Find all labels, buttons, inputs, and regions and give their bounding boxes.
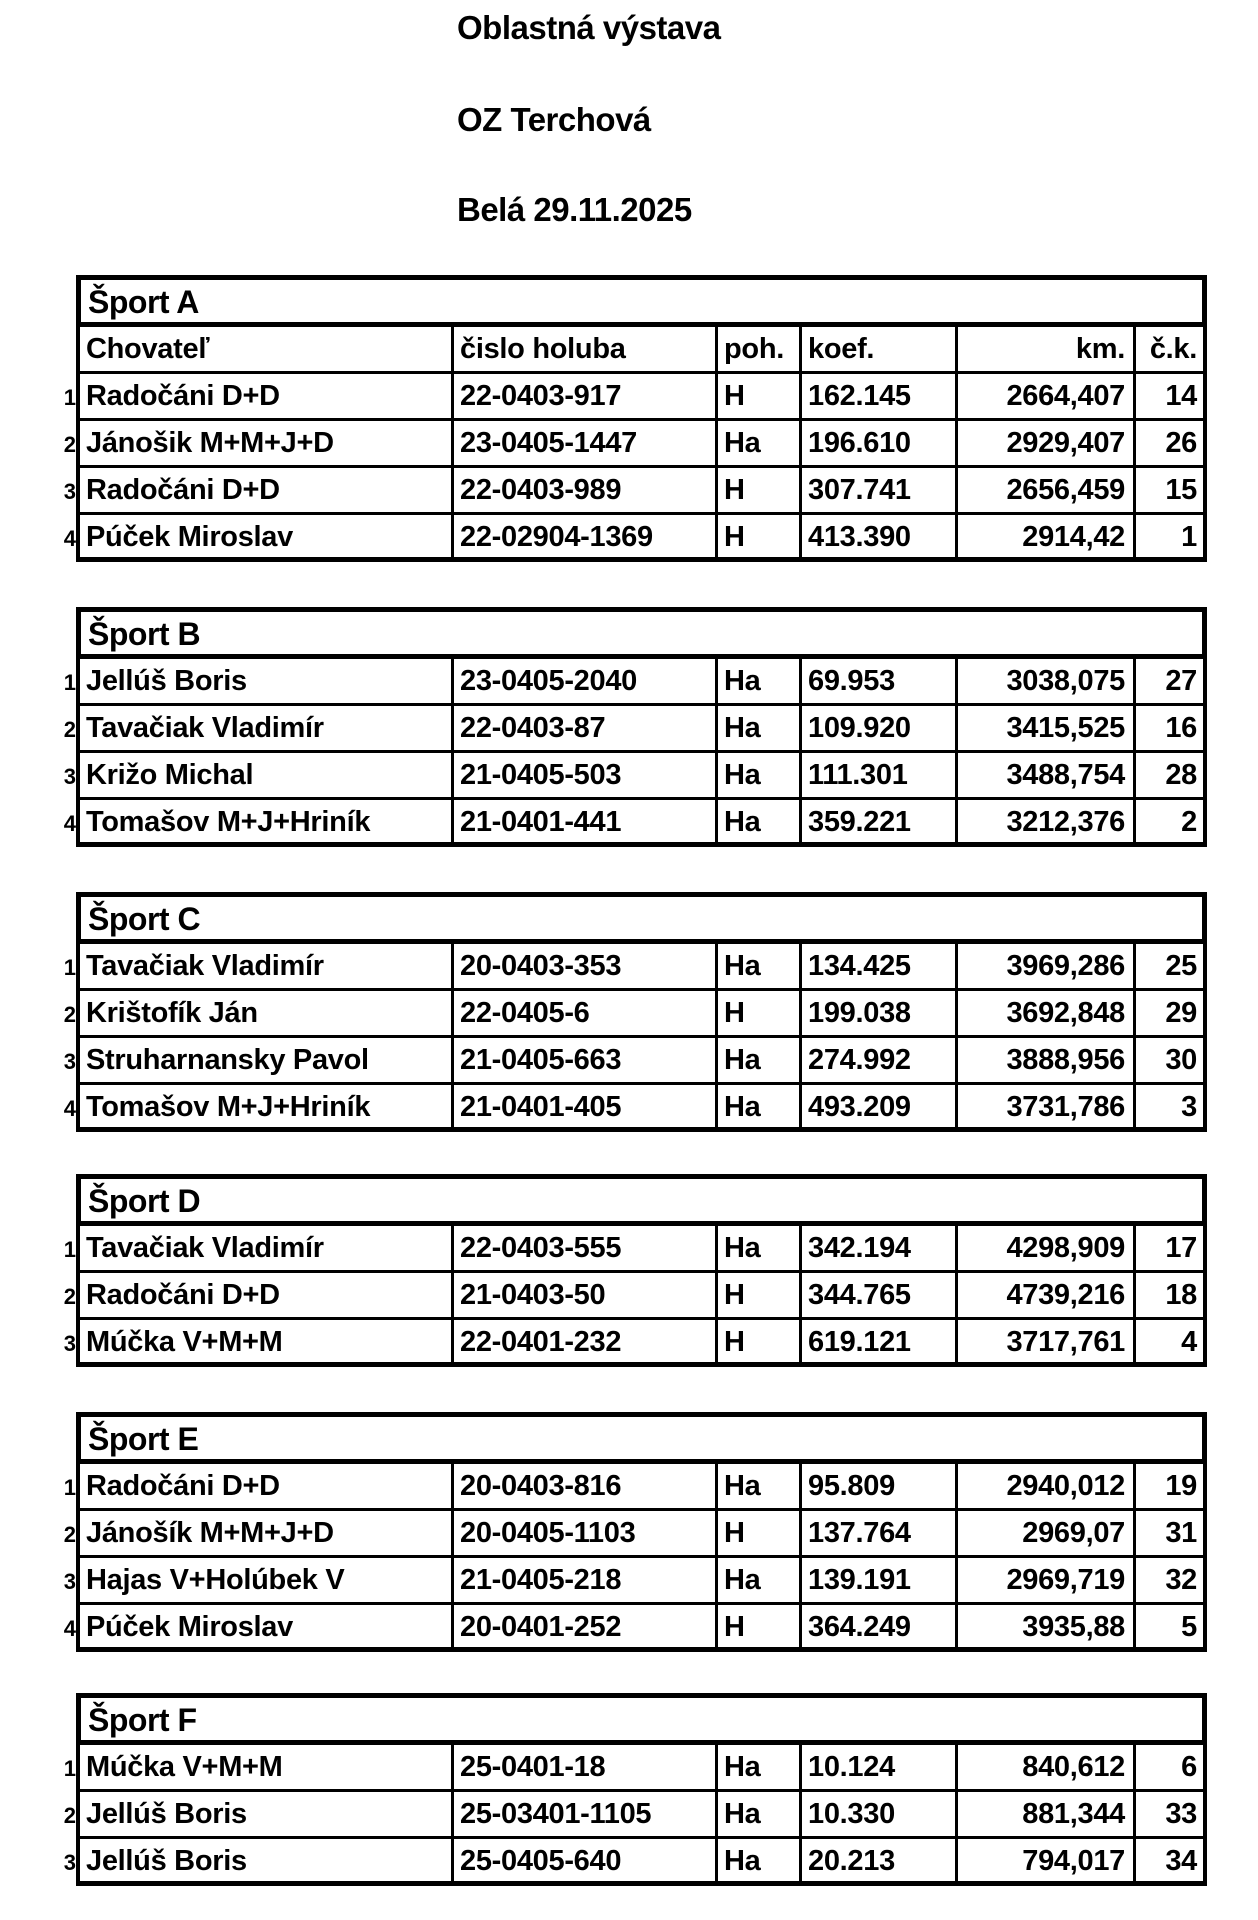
breeder-cell: Križo Michal xyxy=(86,759,254,791)
sex-cell: Ha xyxy=(715,753,799,797)
section-title: Šport C xyxy=(76,892,1207,944)
sex-cell: Ha xyxy=(715,944,799,988)
sex-cell: H xyxy=(715,1511,799,1555)
section-table xyxy=(0,1464,1258,1652)
row-number: 4 xyxy=(63,526,76,551)
table-row xyxy=(0,1085,1258,1132)
km-cell: 3888,956 xyxy=(955,1038,1133,1082)
sex-cell: Ha xyxy=(715,800,799,842)
km-cell: 2929,407 xyxy=(955,421,1133,465)
ring-number-cell: 25-0405-640 xyxy=(451,1839,715,1881)
sex-cell: H xyxy=(715,1273,799,1317)
catalog-number-cell: 19 xyxy=(1133,1464,1203,1508)
ring-number-cell: 21-0401-405 xyxy=(451,1085,715,1127)
ring-number-cell: 21-0405-218 xyxy=(451,1558,715,1602)
ring-number-cell: 22-0403-989 xyxy=(451,468,715,512)
table-row xyxy=(0,1605,1258,1652)
table-row xyxy=(0,659,1258,706)
sex-cell: Ha xyxy=(715,1792,799,1836)
table-row xyxy=(0,421,1258,468)
breeder-cell: Púček Miroslav xyxy=(86,1611,293,1643)
catalog-number-cell: 5 xyxy=(1133,1605,1203,1647)
sex-cell: Ha xyxy=(715,1085,799,1127)
km-cell: 2969,07 xyxy=(955,1511,1133,1555)
catalog-number-cell: 2 xyxy=(1133,800,1203,842)
row-number: 3 xyxy=(63,1569,76,1594)
coefficient-cell: 619.121 xyxy=(799,1320,955,1362)
row-number: 2 xyxy=(63,717,76,742)
catalog-number-cell: 17 xyxy=(1133,1226,1203,1270)
catalog-number-cell: 28 xyxy=(1133,753,1203,797)
breeder-cell: Múčka V+M+M xyxy=(86,1326,283,1358)
row-number: 3 xyxy=(63,1049,76,1074)
section-table xyxy=(0,1226,1258,1367)
breeder-cell: Jánošik M+M+J+D xyxy=(86,427,334,459)
table-row xyxy=(0,991,1258,1038)
km-cell: 3717,761 xyxy=(955,1320,1133,1362)
sex-cell: H xyxy=(715,991,799,1035)
table-row xyxy=(0,753,1258,800)
row-number: 3 xyxy=(63,479,76,504)
organization-name: OZ Terchová xyxy=(457,101,651,138)
table-row xyxy=(0,515,1258,562)
catalog-number-cell: 34 xyxy=(1133,1839,1203,1881)
sex-cell: H xyxy=(715,515,799,557)
catalog-number-cell: 1 xyxy=(1133,515,1203,557)
sex-cell: Ha xyxy=(715,1839,799,1881)
ring-number-cell: 20-0403-816 xyxy=(451,1464,715,1508)
ring-number-cell: 21-0401-441 xyxy=(451,800,715,842)
column-header-cat-no: č.k. xyxy=(1133,327,1203,371)
breeder-cell: Struharnansky Pavol xyxy=(86,1044,369,1076)
breeder-cell: Tomašov M+J+Hriník xyxy=(86,806,371,838)
table-row xyxy=(0,800,1258,847)
sex-cell: Ha xyxy=(715,1226,799,1270)
row-number: 3 xyxy=(63,1850,76,1875)
breeder-cell: Púček Miroslav xyxy=(86,521,293,553)
coefficient-cell: 196.610 xyxy=(799,421,955,465)
km-cell: 3692,848 xyxy=(955,991,1133,1035)
breeder-cell: Tomašov M+J+Hriník xyxy=(86,1091,371,1123)
ring-number-cell: 23-0405-1447 xyxy=(451,421,715,465)
catalog-number-cell: 27 xyxy=(1133,659,1203,703)
coefficient-cell: 342.194 xyxy=(799,1226,955,1270)
km-cell: 2656,459 xyxy=(955,468,1133,512)
ring-number-cell: 25-03401-1105 xyxy=(451,1792,715,1836)
catalog-number-cell: 6 xyxy=(1133,1745,1203,1789)
breeder-cell: Jellúš Boris xyxy=(86,665,247,697)
breeder-cell: Jánošík M+M+J+D xyxy=(86,1517,334,1549)
km-cell: 794,017 xyxy=(955,1839,1133,1881)
ring-number-cell: 22-0403-917 xyxy=(451,374,715,418)
km-cell: 3415,525 xyxy=(955,706,1133,750)
km-cell: 3038,075 xyxy=(955,659,1133,703)
sex-cell: Ha xyxy=(715,421,799,465)
sex-cell: Ha xyxy=(715,1038,799,1082)
table-row xyxy=(0,706,1258,753)
coefficient-cell: 139.191 xyxy=(799,1558,955,1602)
breeder-cell: Tavačiak Vladimír xyxy=(86,1232,324,1264)
breeder-cell: Jellúš Boris xyxy=(86,1845,247,1877)
catalog-number-cell: 16 xyxy=(1133,706,1203,750)
table-row xyxy=(0,944,1258,991)
catalog-number-cell: 18 xyxy=(1133,1273,1203,1317)
coefficient-cell: 274.992 xyxy=(799,1038,955,1082)
breeder-cell: Jellúš Boris xyxy=(86,1798,247,1830)
sex-cell: Ha xyxy=(715,1558,799,1602)
catalog-number-cell: 15 xyxy=(1133,468,1203,512)
coefficient-cell: 134.425 xyxy=(799,944,955,988)
coefficient-cell: 109.920 xyxy=(799,706,955,750)
ring-number-cell: 20-0401-252 xyxy=(451,1605,715,1647)
coefficient-cell: 20.213 xyxy=(799,1839,955,1881)
section-table xyxy=(0,944,1258,1132)
coefficient-cell: 10.330 xyxy=(799,1792,955,1836)
sex-cell: H xyxy=(715,374,799,418)
catalog-number-cell: 4 xyxy=(1133,1320,1203,1362)
breeder-cell: Tavačiak Vladimír xyxy=(86,712,324,744)
breeder-cell: Radočáni D+D xyxy=(86,474,280,506)
row-number: 4 xyxy=(63,1616,76,1641)
section-table xyxy=(0,1745,1258,1886)
breeder-cell: Hajas V+Holúbek V xyxy=(86,1564,345,1596)
coefficient-cell: 364.249 xyxy=(799,1605,955,1647)
coefficient-cell: 413.390 xyxy=(799,515,955,557)
section-title: Šport E xyxy=(76,1412,1207,1464)
sex-cell: Ha xyxy=(715,706,799,750)
table-row xyxy=(0,1464,1258,1511)
section-title: Šport B xyxy=(76,607,1207,659)
table-row xyxy=(0,1511,1258,1558)
row-number: 2 xyxy=(63,1284,76,1309)
km-cell: 3488,754 xyxy=(955,753,1133,797)
table-row xyxy=(0,1038,1258,1085)
ring-number-cell: 22-0403-555 xyxy=(451,1226,715,1270)
ring-number-cell: 20-0403-353 xyxy=(451,944,715,988)
breeder-cell: Múčka V+M+M xyxy=(86,1751,283,1783)
row-number: 3 xyxy=(63,764,76,789)
column-header-ring: čislo holuba xyxy=(451,327,715,371)
sex-cell: H xyxy=(715,1605,799,1647)
catalog-number-cell: 3 xyxy=(1133,1085,1203,1127)
ring-number-cell: 22-0405-6 xyxy=(451,991,715,1035)
row-number: 1 xyxy=(63,1237,76,1262)
table-row xyxy=(0,374,1258,421)
row-number: 2 xyxy=(63,1522,76,1547)
ring-number-cell: 22-02904-1369 xyxy=(451,515,715,557)
sex-cell: H xyxy=(715,468,799,512)
column-header-breeder: Chovateľ xyxy=(86,333,210,365)
catalog-number-cell: 30 xyxy=(1133,1038,1203,1082)
column-header-coef: koef. xyxy=(799,327,955,371)
coefficient-cell: 69.953 xyxy=(799,659,955,703)
sex-cell: Ha xyxy=(715,1464,799,1508)
ring-number-cell: 25-0401-18 xyxy=(451,1745,715,1789)
ring-number-cell: 21-0403-50 xyxy=(451,1273,715,1317)
column-header-sex: poh. xyxy=(715,327,799,371)
ring-number-cell: 20-0405-1103 xyxy=(451,1511,715,1555)
catalog-number-cell: 32 xyxy=(1133,1558,1203,1602)
section-title: Šport F xyxy=(76,1693,1207,1745)
table-row xyxy=(0,1320,1258,1367)
catalog-number-cell: 31 xyxy=(1133,1511,1203,1555)
km-cell: 3969,286 xyxy=(955,944,1133,988)
ring-number-cell: 22-0401-232 xyxy=(451,1320,715,1362)
ring-number-cell: 21-0405-663 xyxy=(451,1038,715,1082)
sex-cell: Ha xyxy=(715,1745,799,1789)
breeder-cell: Radočáni D+D xyxy=(86,1470,280,1502)
section-title: Šport A xyxy=(76,275,1207,327)
row-number: 2 xyxy=(63,432,76,457)
catalog-number-cell: 25 xyxy=(1133,944,1203,988)
ring-number-cell: 23-0405-2040 xyxy=(451,659,715,703)
breeder-cell: Radočáni D+D xyxy=(86,1279,280,1311)
row-number: 3 xyxy=(63,1331,76,1356)
coefficient-cell: 359.221 xyxy=(799,800,955,842)
table-row xyxy=(0,468,1258,515)
ring-number-cell: 21-0405-503 xyxy=(451,753,715,797)
sex-cell: H xyxy=(715,1320,799,1362)
coefficient-cell: 95.809 xyxy=(799,1464,955,1508)
row-number: 1 xyxy=(63,385,76,410)
km-cell: 3212,376 xyxy=(955,800,1133,842)
row-number: 1 xyxy=(63,955,76,980)
km-cell: 3731,786 xyxy=(955,1085,1133,1127)
catalog-number-cell: 29 xyxy=(1133,991,1203,1035)
catalog-number-cell: 14 xyxy=(1133,374,1203,418)
table-row xyxy=(0,1792,1258,1839)
km-cell: 3935,88 xyxy=(955,1605,1133,1647)
table-row xyxy=(0,1839,1258,1886)
catalog-number-cell: 33 xyxy=(1133,1792,1203,1836)
km-cell: 4739,216 xyxy=(955,1273,1133,1317)
coefficient-cell: 307.741 xyxy=(799,468,955,512)
section-title: Šport D xyxy=(76,1174,1207,1226)
coefficient-cell: 493.209 xyxy=(799,1085,955,1127)
km-cell: 2969,719 xyxy=(955,1558,1133,1602)
table-row xyxy=(0,1273,1258,1320)
breeder-cell: Krištofík Ján xyxy=(86,997,258,1029)
table-row xyxy=(0,1745,1258,1792)
km-cell: 2940,012 xyxy=(955,1464,1133,1508)
ring-number-cell: 22-0403-87 xyxy=(451,706,715,750)
section-table xyxy=(0,327,1258,562)
table-row xyxy=(0,1226,1258,1273)
section-table xyxy=(0,659,1258,847)
coefficient-cell: 137.764 xyxy=(799,1511,955,1555)
column-header-km: km. xyxy=(955,327,1133,371)
coefficient-cell: 10.124 xyxy=(799,1745,955,1789)
breeder-cell: Tavačiak Vladimír xyxy=(86,950,324,982)
km-cell: 4298,909 xyxy=(955,1226,1133,1270)
km-cell: 840,612 xyxy=(955,1745,1133,1789)
km-cell: 2664,407 xyxy=(955,374,1133,418)
row-number: 2 xyxy=(63,1803,76,1828)
km-cell: 2914,42 xyxy=(955,515,1133,557)
km-cell: 881,344 xyxy=(955,1792,1133,1836)
coefficient-cell: 162.145 xyxy=(799,374,955,418)
row-number: 1 xyxy=(63,1475,76,1500)
row-number: 4 xyxy=(63,811,76,836)
document-title: Oblastná výstava xyxy=(457,9,721,46)
row-number: 4 xyxy=(63,1096,76,1121)
table-row xyxy=(0,1558,1258,1605)
coefficient-cell: 111.301 xyxy=(799,753,955,797)
table-header-row xyxy=(0,327,1258,374)
place-date: Belá 29.11.2025 xyxy=(457,191,692,228)
catalog-number-cell: 26 xyxy=(1133,421,1203,465)
row-number: 1 xyxy=(63,1756,76,1781)
row-number: 2 xyxy=(63,1002,76,1027)
row-number: 1 xyxy=(63,670,76,695)
sex-cell: Ha xyxy=(715,659,799,703)
coefficient-cell: 344.765 xyxy=(799,1273,955,1317)
breeder-cell: Radočáni D+D xyxy=(86,380,280,412)
coefficient-cell: 199.038 xyxy=(799,991,955,1035)
